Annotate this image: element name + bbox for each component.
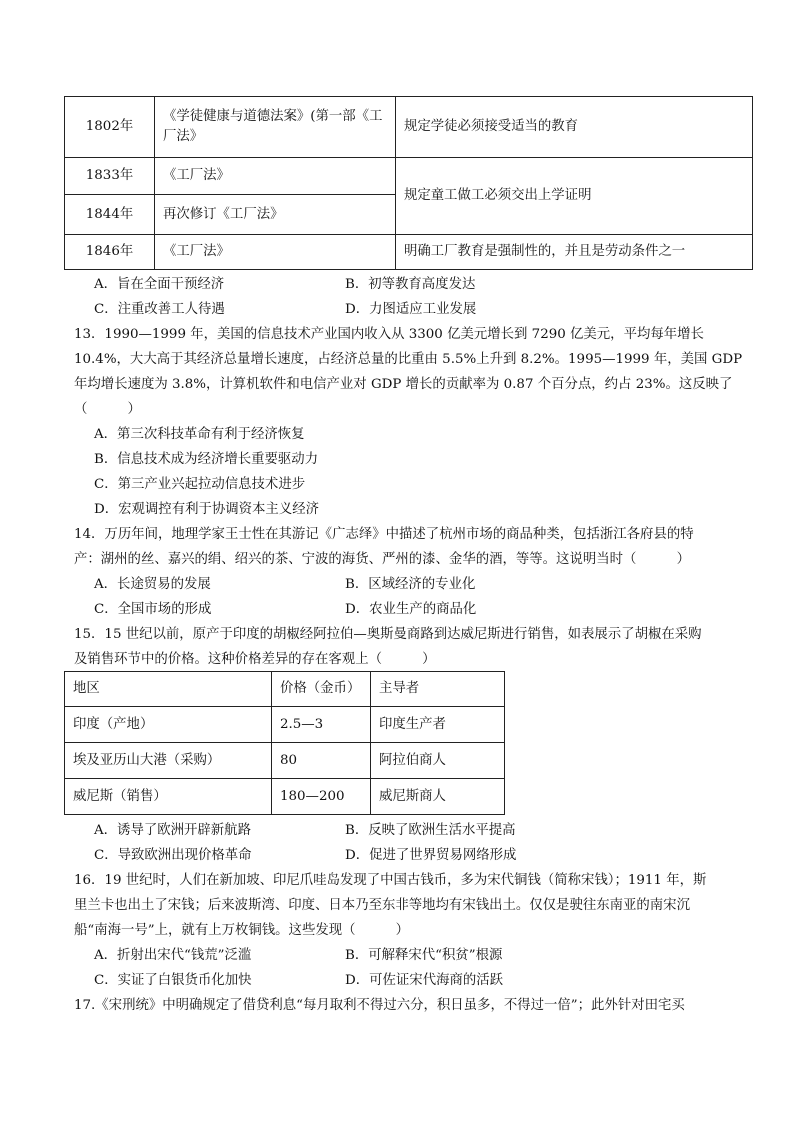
table-cell: 印度生产者 <box>371 707 505 743</box>
question-text: 产：湖州的丝、嘉兴的绢、绍兴的茶、宁波的海货、严州的漆、金华的酒，等等。这说明当时（ ） <box>74 552 690 567</box>
option-c[interactable]: C．导致欧洲出现价格革命 <box>94 848 252 863</box>
option-b[interactable]: B．可解释宋代“积贫”根源 <box>345 948 503 963</box>
option-d[interactable]: D．农业生产的商品化 <box>345 602 477 617</box>
option-b[interactable]: B．信息技术成为经济增长重要驱动力 <box>94 452 319 467</box>
option-a[interactable]: A．折射出宋代“钱荒”泛滥 <box>94 948 252 963</box>
option-c[interactable]: C．第三产业兴起拉动信息技术进步 <box>94 477 306 492</box>
table-header: 价格（金币） <box>272 672 371 707</box>
option-c[interactable]: C．注重改善工人待遇 <box>94 302 225 317</box>
question-text: 船“南海一号”上，就有上万枚铜钱。这些发现（ ） <box>74 923 410 938</box>
table-cell: 2.5—3 <box>272 707 371 743</box>
question-text: 14．万历年间，地理学家王士性在其游记《广志绎》中描述了杭州市场的商品种类，包括浙江各府县的特 <box>74 527 694 542</box>
table-cell: 1802年 <box>65 97 155 158</box>
answer-blank: （ ） <box>74 402 141 417</box>
option-a[interactable]: A．旨在全面干预经济 <box>94 277 225 292</box>
question-text: 及销售环节中的价格。这种价格差异的存在客观上（ ） <box>74 652 436 667</box>
question-text: 里兰卡也出土了宋钱；后来波斯湾、印度、日本乃至东非等地均有宋钱出土。仅仅是驶往东南亚的南宋沉 <box>74 898 690 913</box>
question-text: 10.4%，大大高于其经济总量增长速度，占经济总量的比重由 5.5%上升到 8.2%。1995—1999 年，美国 GDP <box>74 352 743 367</box>
option-d[interactable]: D．宏观调控有利于协调资本主义经济 <box>94 502 319 517</box>
option-d[interactable]: D．可佐证宋代海商的活跃 <box>345 973 504 988</box>
pepper-price-table <box>64 671 505 815</box>
table-cell: 阿拉伯商人 <box>371 743 505 779</box>
table-cell: 《工厂法》 <box>155 158 396 195</box>
table-cell: 1844年 <box>65 195 155 235</box>
table-header: 主导者 <box>371 672 505 707</box>
table-cell <box>155 97 396 158</box>
law-line: 《学徒健康与道德法案》(第一部《工 <box>163 109 383 124</box>
table-cell: 80 <box>272 743 371 779</box>
option-b[interactable]: B．区域经济的专业化 <box>345 577 476 592</box>
table-header: 地区 <box>65 672 272 707</box>
question-text: 13．1990—1999 年，美国的信息技术产业国内收入从 3300 亿美元增长到 7290 亿美元，平均每年增长 <box>74 327 704 342</box>
table-cell: 规定学徒必须接受适当的教育 <box>396 97 753 158</box>
option-c[interactable]: C．实证了白银货币化加快 <box>94 973 252 988</box>
table-cell: 埃及亚历山大港（采购） <box>65 743 272 779</box>
table-cell: 印度（产地） <box>65 707 272 743</box>
table-cell: 再次修订《工厂法》 <box>155 195 396 235</box>
table-cell: 威尼斯商人 <box>371 779 505 815</box>
option-d[interactable]: D．力图适应工业发展 <box>345 302 477 317</box>
table-cell: 《工厂法》 <box>155 235 396 270</box>
table-cell: 1846年 <box>65 235 155 270</box>
table-cell: 180—200 <box>272 779 371 815</box>
factory-law-table <box>64 96 753 270</box>
option-a[interactable]: A．长途贸易的发展 <box>94 577 211 592</box>
question-text: 年均增长速度为 3.8%，计算机软件和电信产业对 GDP 增长的贡献率为 0.87 个百分点，约占 23%。这反映了 <box>74 377 733 392</box>
option-a[interactable]: A．诱导了欧洲开辟新航路 <box>94 823 251 838</box>
question-text: 15．15 世纪以前，原产于印度的胡椒经阿拉伯—奥斯曼商路到达威尼斯进行销售，如表展示了胡椒在采购 <box>74 627 702 642</box>
table-cell: 威尼斯（销售） <box>65 779 272 815</box>
option-a[interactable]: A．第三次科技革命有利于经济恢复 <box>94 427 305 442</box>
table-cell: 明确工厂教育是强制性的，并且是劳动条件之一 <box>396 235 753 270</box>
option-b[interactable]: B．反映了欧洲生活水平提高 <box>345 823 516 838</box>
question-text: 17.《宋刑统》中明确规定了借贷利息“每月取利不得过六分，积日虽多，不得过一倍”；此外针对田宅买 <box>74 998 685 1013</box>
table-cell: 规定童工做工必须交出上学证明 <box>396 158 753 235</box>
question-text: 16．19 世纪时，人们在新加坡、印尼爪哇岛发现了中国古钱币，多为宋代铜钱（简称宋钱）；1911 年，斯 <box>74 873 707 888</box>
table-cell: 1833年 <box>65 158 155 195</box>
option-c[interactable]: C．全国市场的形成 <box>94 602 212 617</box>
option-d[interactable]: D．促进了世界贸易网络形成 <box>345 848 517 863</box>
option-b[interactable]: B．初等教育高度发达 <box>345 277 476 292</box>
law-line: 厂法》 <box>163 129 204 144</box>
